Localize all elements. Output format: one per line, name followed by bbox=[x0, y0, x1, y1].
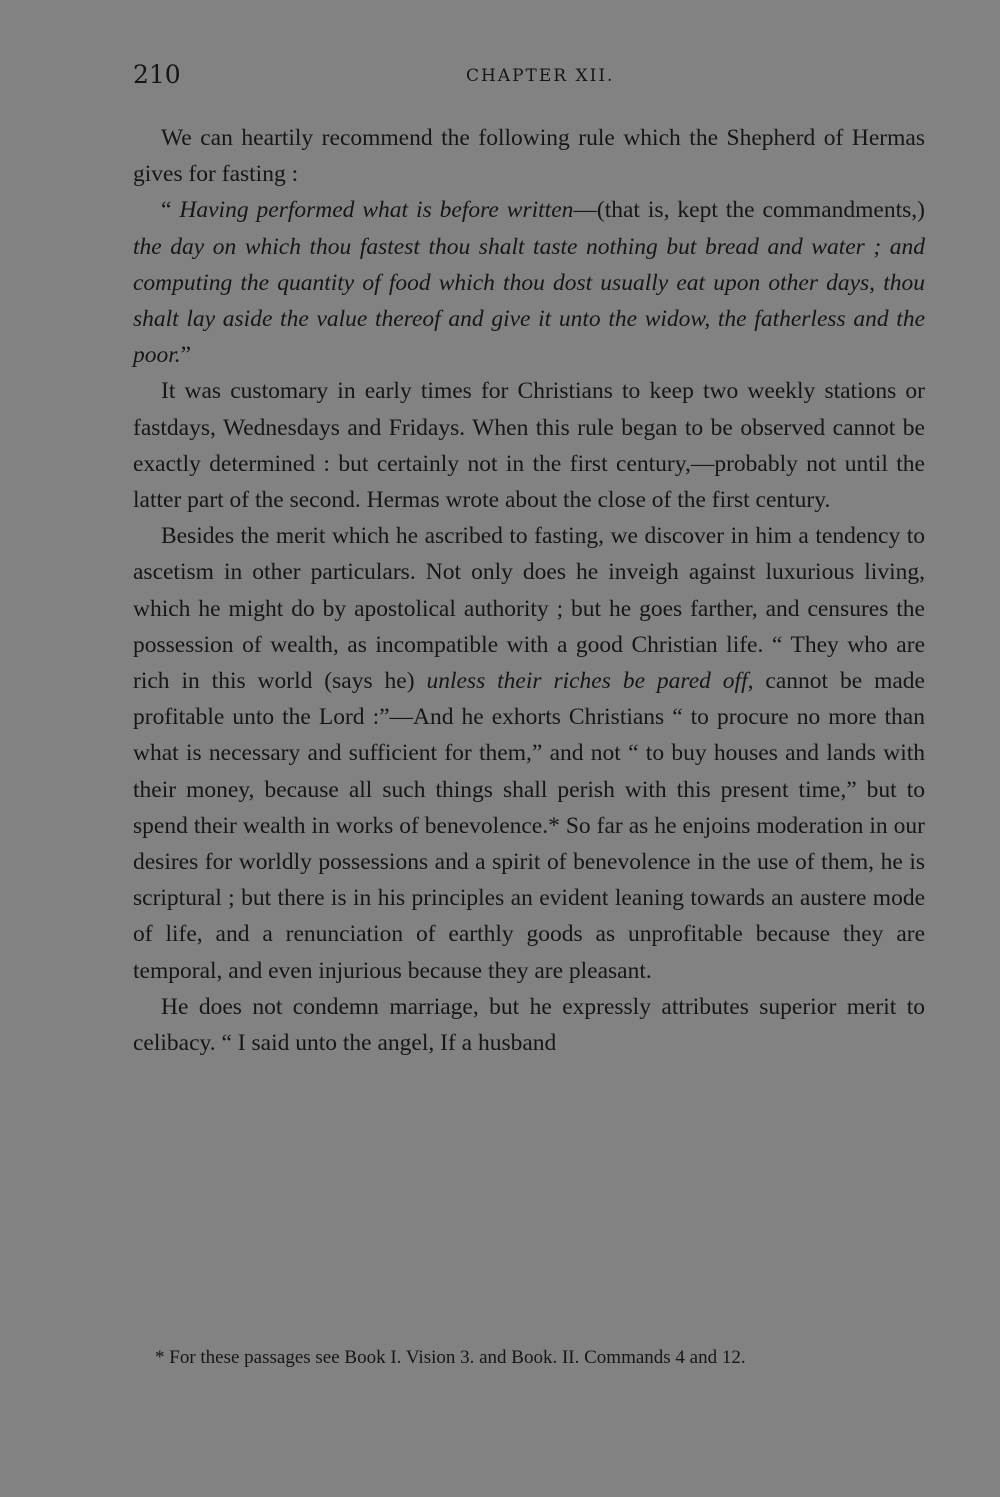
quote-roman: —(that is, kept the commandments,) bbox=[573, 197, 925, 224]
paragraph-2-quotation bbox=[133, 192, 925, 373]
paragraph-4-a: Besides the merit which he ascribed to fasting, we discover in him a tendency to ascetism in other particulars. Not only does he inveigh against luxurious living, which he might do by apostolical authority ; but he goes farther, and censures the possession of wealth, as incompatible with a good Christian life. “ They who are rich in this world (says he) bbox=[133, 523, 925, 695]
paragraph-4-b: , cannot be made profitable unto the Lord :”—And he exhorts Christians “ to procure no more than what is necessary and sufficient for them,” and not “ to buy houses and lands with their money, because all such things shall perish with this present time,” but to spend their wealth in works of benevolence.* So far as he enjoins moderation in our desires for worldly possessions and a spirit of benevolence in the use of them, he is scriptural ; but there is in his principles an evident leaning towards an austere mode of life, and a renunciation of earthly goods as unprofitable because they are temporal, and even injurious because they are pleasant. bbox=[133, 668, 925, 984]
chapter-heading: CHAPTER XII. bbox=[466, 66, 615, 86]
quote-italic-2: the day on which thou fastest thou shalt taste nothing but bread and water ; and computing the quantity of food which thou dost usually eat upon other days, thou shalt lay aside the value thereof and give it unto the widow, the fatherless and the poor. bbox=[133, 233, 925, 369]
close-quote: ” bbox=[180, 342, 192, 369]
quote-italic-1: Having performed what is before written bbox=[179, 197, 574, 224]
paragraph-4-italic: unless their riches be pared off bbox=[426, 668, 748, 695]
paragraph-1: We can heartily recommend the following rule which the Shepherd of Hermas gives for fasting : bbox=[133, 125, 925, 188]
paragraph-4 bbox=[133, 518, 925, 989]
open-quote: “ bbox=[161, 197, 180, 224]
paragraph-5: He does not condemn marriage, but he expressly attributes superior merit to celibacy. “ I said unto the angel, If a husband bbox=[133, 993, 925, 1057]
footnote: * For these passages see Book I. Vision 3. and Book. II. Commands 4 and 12. bbox=[155, 1347, 746, 1368]
paragraph-3: It was customary in early times for Christians to keep two weekly stations or fastdays, Wednesdays and Fridays. When this rule began to be observed cannot be exactly determined : but certainly not in the first century,—probably not until the latter part of the second. Hermas wrote about the close of the first century. bbox=[133, 378, 925, 514]
page-number: 210 bbox=[133, 60, 181, 89]
body-text bbox=[133, 120, 925, 1061]
running-header bbox=[133, 60, 923, 94]
